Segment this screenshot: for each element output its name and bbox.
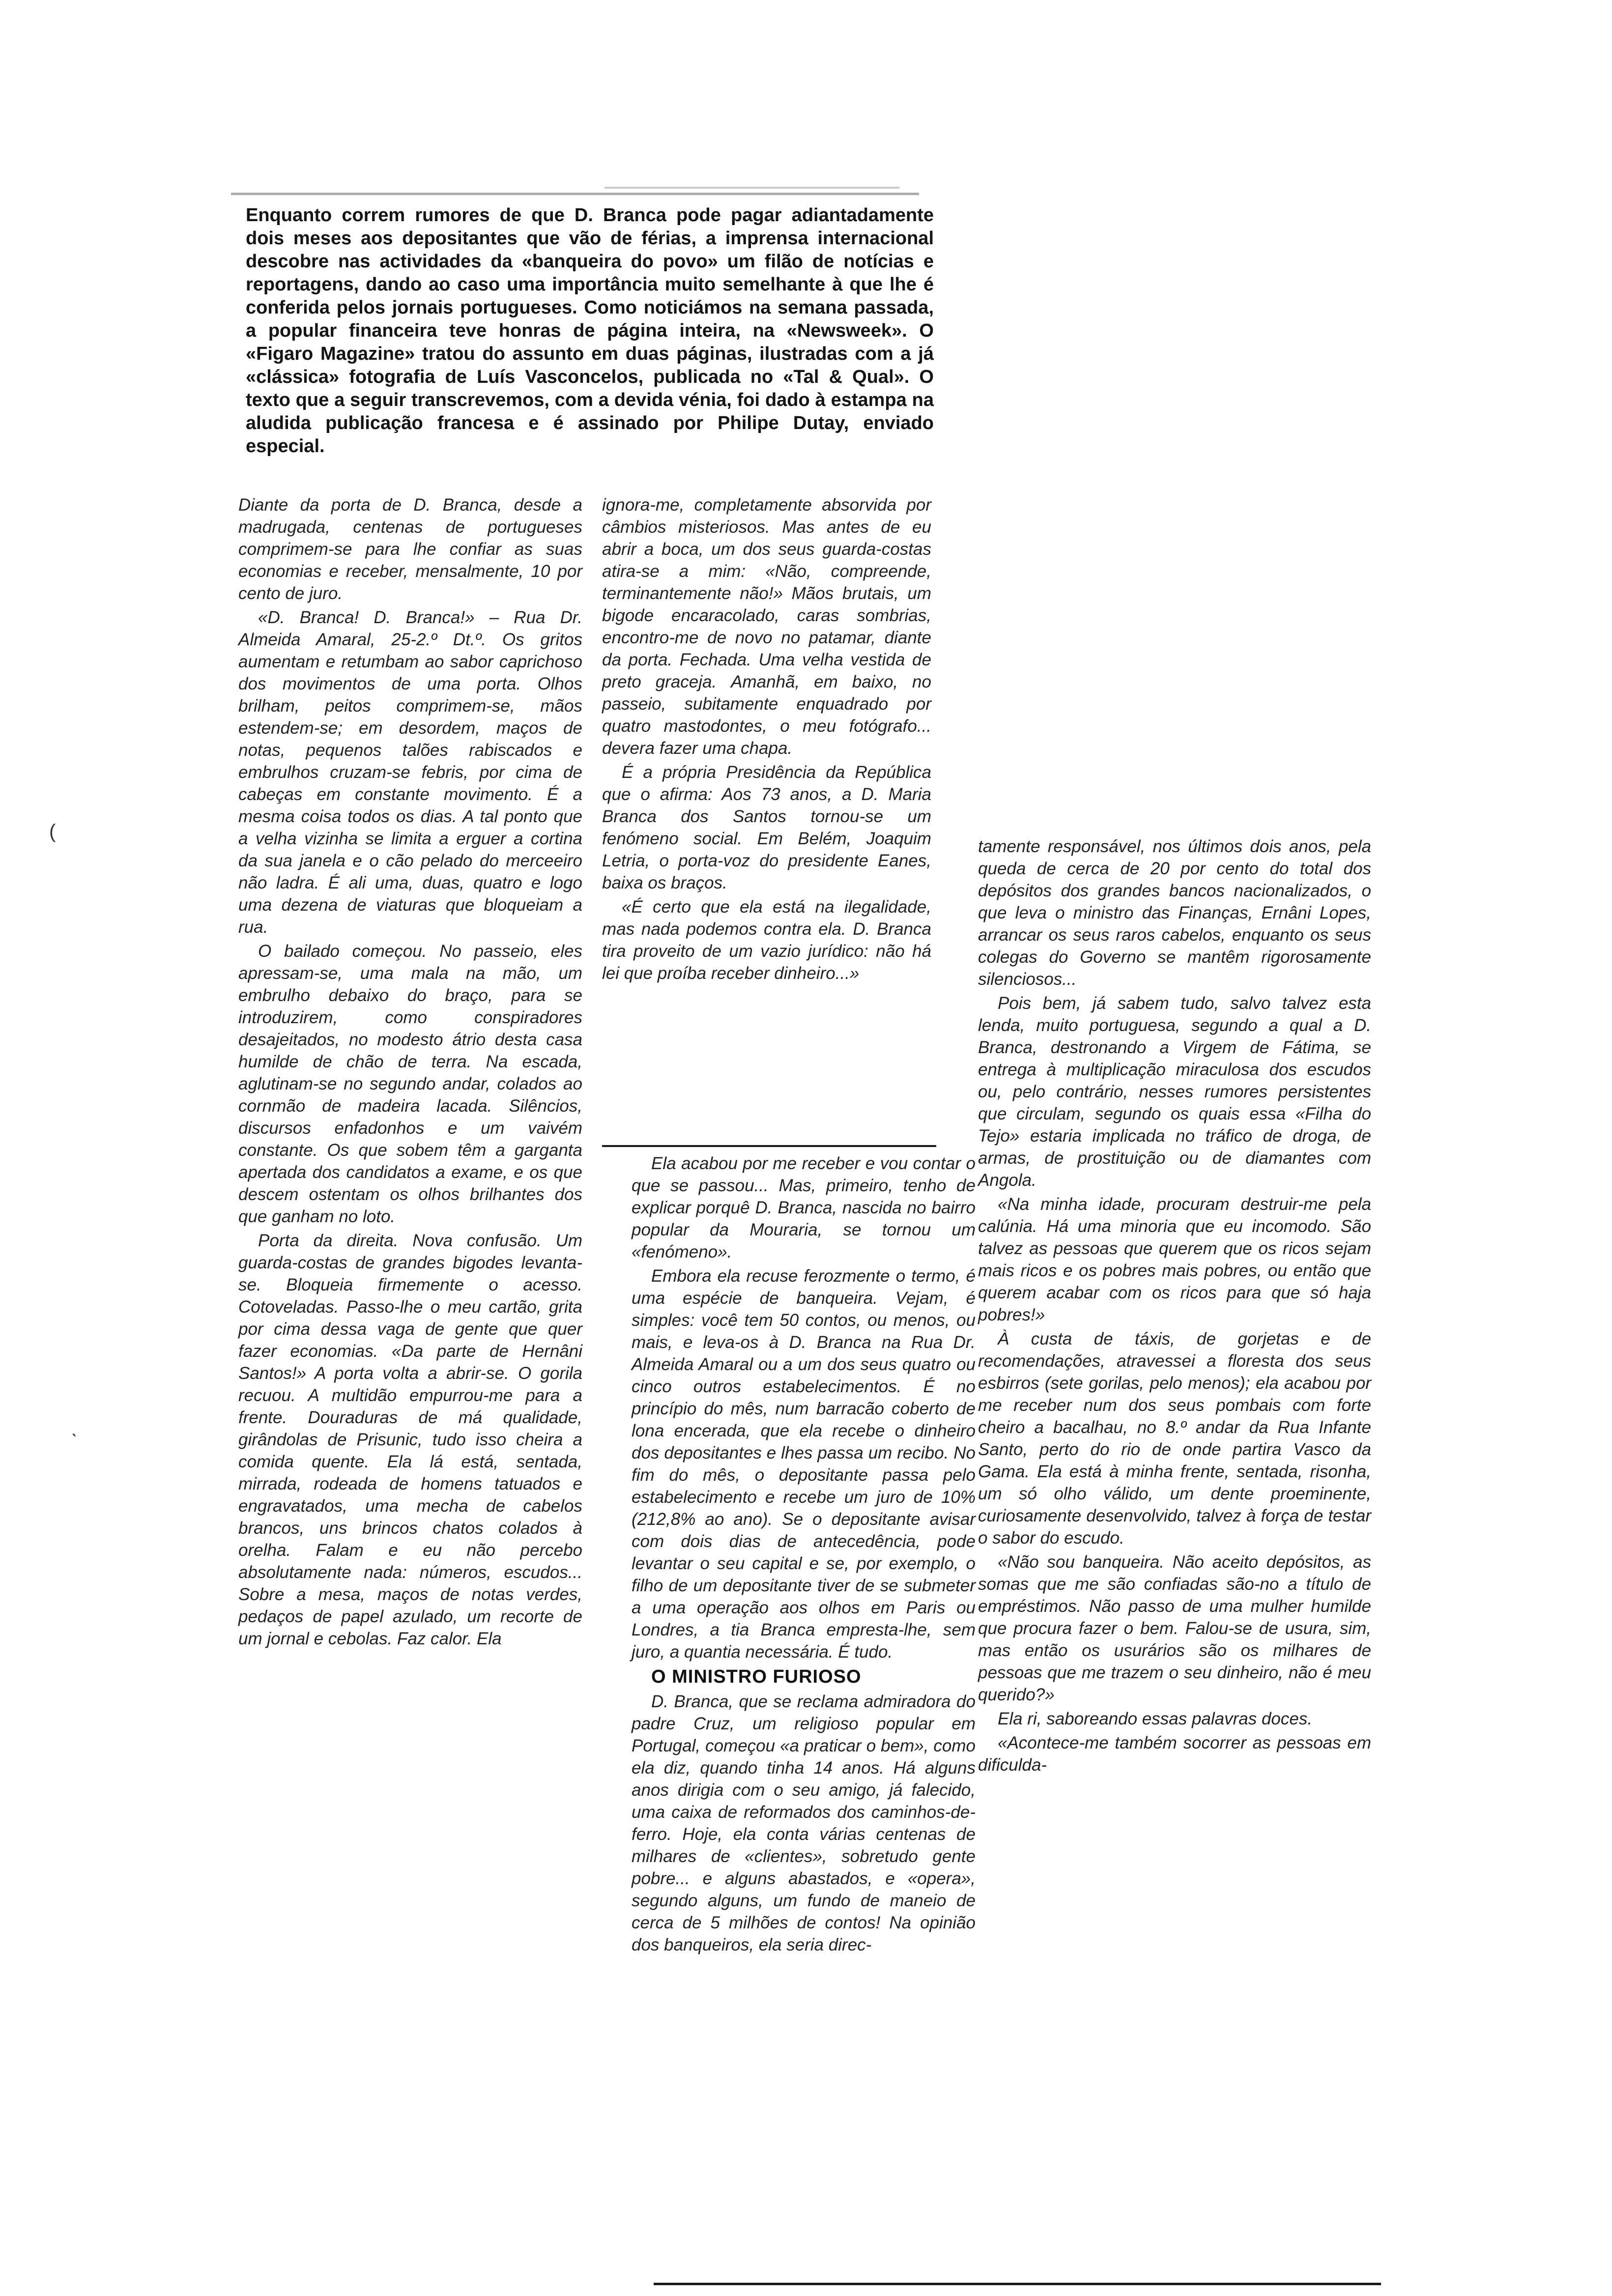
article-column-3 — [978, 835, 1371, 1778]
paragraph: É a própria Presidência da República que o afirma: Aos 73 anos, a D. Maria Branca dos Santos tornou-se um fenómeno social. Em Belém, Joaquim Letria, o porta-voz do presidente Eanes, baixa os braços. — [602, 763, 931, 892]
section-divider-rule — [602, 1145, 936, 1147]
article-column-1 — [238, 494, 582, 1652]
paragraph: «D. Branca! D. Branca!» – Rua Dr. Almeida Amaral, 25-2.º Dt.º. Os gritos aumentam e retumbam ao sabor caprichoso dos movimentos de uma porta. Olhos brilham, peitos comprimem-se, mãos estendem-se; em desordem, maços de notas, pequenos talões rabiscados e embrulhos cruzam-se febris, por cima de cabeças em constante movimento. É a mesma coisa todos os dias. A tal ponto que a velha vizinha se limita a erguer a cortina da sua janela e o cão pelado do merceeiro não ladra. É ali uma, duas, quatro e logo uma dezena de viaturas que bloqueiam a rua. — [238, 608, 582, 937]
paragraph: D. Branca, que se reclama admiradora do padre Cruz, um religioso popular em Portugal, começou «a praticar o bem», como ela diz, quando tinha 14 anos. Há alguns anos dirigia com o seu amigo, já falecido, uma caixa de reformados dos caminhos-de-ferro. Hoje, ela conta várias centenas de milhares de «clientes», sobretudo gente pobre... e alguns abastados, e «opera», segundo alguns, um fundo de maneio de cerca de 5 milhões de contos! Na opinião dos banqueiros, ela seria direc- — [632, 1692, 976, 1954]
paragraph: «Na minha idade, procuram destruir-me pela calúnia. Há uma minoria que eu incomodo. São talvez as pessoas que querem que os ricos sejam mais ricos e os pobres mais pobres, ou então que querem acabar com os ricos para que só haja pobres!» — [978, 1195, 1371, 1324]
paragraph: Embora ela recuse ferozmente o termo, é uma espécie de banqueira. Vejam, é simples: você tem 50 contos, ou menos, ou mais, e leva-os à D. Branca na Rua Dr. Almeida Amaral ou a um dos seus quatro ou cinco outros estabelecimentos. É no princípio do mês, num barracão coberto de lona encerada, que ela recebe o dinheiro dos depositantes e lhes passa um recibo. No fim do mês, o depositante passa pelo estabelecimento e recebe um juro de 10% (212,8% ao ano). Se o depositante avisar com dois dias de antecedência, pode levantar o seu capital e se, por exemplo, o filho de um depositante tiver de se submeter a uma operação aos olhos em Paris ou Londres, a tia Branca empresta-lhe, sem juro, a quantia necessária. É tudo. — [632, 1266, 976, 1662]
paragraph: Ela ri, saboreando essas palavras doces. — [998, 1709, 1313, 1728]
paragraph: Ela acabou por me receber e vou contar o que se passou... Mas, primeiro, tenho de explicar porquê D. Branca, nascida no bairro popular da Mouraria, se tornou um «fenómeno». — [632, 1154, 976, 1262]
paragraph: À custa de táxis, de gorjetas e de recomendações, atravessei a floresta dos seus esbirros (sete gorilas, pelo menos); ela acabou por me receber num dos seus pombais com forte cheiro a bacalhau, no 8.º andar da Rua Infante Santo, perto do rio de onde partira Vasco da Gama. Ela está à minha frente, sentada, risonha, um só olho válido, um dente proeminente, curiosamente desenvolvido, talvez à força de testar o sabor do escudo. — [978, 1329, 1371, 1548]
subheading: O MINISTRO FURIOSO — [651, 1666, 862, 1687]
paragraph: Porta da direita. Nova confusão. Um guarda-costas de grandes bigodes levanta-se. Bloqueia firmemente o acesso. Cotoveladas. Passo-lhe o meu cartão, grita por cima dessa vaga de gente que quer fazer economias. «Da parte de Hernâni Santos!» A porta volta a abrir-se. O gorila recuou. A multidão empurrou-me para a frente. Douraduras de má qualidade, girândolas de Prisunic, tudo isso cheira a comida quente. Ela lá está, sentada, mirrada, rodeada de homens tatuados e engravatados, uma mecha de cabelos brancos, uns brincos chatos colados à orelha. Falam e eu não percebo absolutamente nada: números, escudos... Sobre a mesa, maços de notas verdes, pedaços de papel azulado, um recorte de um jornal e cebolas. Faz calor. Ela — [238, 1231, 582, 1648]
paragraph: Diante da porta de D. Branca, desde a madrugada, centenas de portugueses comprimem-se para lhe confiar as suas economias e receber, mensalmente, 10 por cento de juro. — [238, 495, 582, 603]
paragraph: Pois bem, já sabem tudo, salvo talvez esta lenda, muito portuguesa, segundo a qual a D. Branca, destronando a Virgem de Fátima, se entrega à multiplicação miraculosa dos escudos ou, pelo contrário, nesses rumores persistentes que circulam, segundo os quais essa «Filha do Tejo» estaria implicada no tráfico de droga, de armas, de prostituição ou de diamantes com Angola. — [978, 994, 1371, 1190]
article-column-2-bottom — [632, 1152, 976, 1958]
margin-mark-left: ( — [49, 821, 56, 842]
paragraph: «É certo que ela está na ilegalidade, mas nada podemos contra ela. D. Branca tira proveito de um vazio jurídico: não há lei que proíba receber dinheiro...» — [602, 897, 931, 983]
bottom-rule — [654, 2283, 1381, 2285]
scan-noise-line — [231, 193, 919, 195]
paragraph: «Não sou banqueira. Não aceito depósitos, as somas que me são confiadas são-no a título de empréstimos. Não passo de uma mulher humilde que procura fazer o bem. Falou-se de usura, sim, mas então os usurários são os milhares de pessoas que me trazem o seu dinheiro, não é meu querido?» — [978, 1552, 1371, 1704]
margin-mark-left-lower: ˎ — [71, 1415, 78, 1437]
article-column-2-top — [602, 494, 931, 986]
paragraph: ignora-me, completamente absorvida por câmbios misteriosos. Mas antes de eu abrir a boca, um dos seus guarda-costas atira-se a mim: «Não, compreende, terminantemente não!» Mãos brutais, um bigode encaracolado, caras sombrias, encontro-me de novo no patamar, diante da porta. Fechada. Uma velha vestida de preto gracejа. Amanhã, em baixo, no passeio, subitamente enquadrado por quatro mastodontes, o meu fotógrafo... devera fazer uma chapa. — [602, 495, 931, 758]
paragraph: «Acontece-me também socorrer as pessoas em dificulda- — [978, 1733, 1371, 1775]
paragraph: O bailado começou. No passeio, eles apressam-se, uma mala na mão, um embrulho debaixo do braço, para se introduzirem, como conspiradores desajeitados, no modesto átrio desta casa humilde de chão de terra. Na escada, aglutinam-se no segundo andar, colados ao cornmão de madeira lacada. Silêncios, discursos enfadonhos e um vaivém constante. Os que sobem têm a garganta apertada dos candidatos a exame, e os que descem ostentam os olhos brilhantes dos que ganham no loto. — [238, 942, 582, 1226]
scan-noise-line-short — [604, 187, 899, 189]
paragraph: tamente responsável, nos últimos dois anos, pela queda de cerca de 20 por cento do total dos depósitos dos grandes bancos nacionalizados, o que leva o ministro das Finanças, Ernâni Lopes, arrancar os seus raros cabelos, enquanto os seus colegas do Governo se mantêm rigorosamente silenciosos... — [978, 837, 1371, 989]
article-intro: Enquanto correm rumores de que D. Branca pode pagar adiantadamente dois meses aos depositantes que vão de férias, a imprensa internacional descobre nas actividades da «banqueira do povo» um filão de notícias e reportagens, dando ao caso uma importância muito semelhante à que lhe é conferida pelos jornais portugueses. Como noticiámos na semana passada, a popular financeira teve honras de página inteira, na «Newsweek». O «Figaro Magazine» tratou do assunto em duas páginas, ilustradas com a já «clássica» fotografia de Luís Vasconcelos, publicada no «Tal & Qual». O texto que a seguir transcrevemos, com a devida vénia, foi dado à estampa na aludida publicação francesa e é assinado por Philipe Dutay, enviado especial. — [246, 205, 934, 457]
